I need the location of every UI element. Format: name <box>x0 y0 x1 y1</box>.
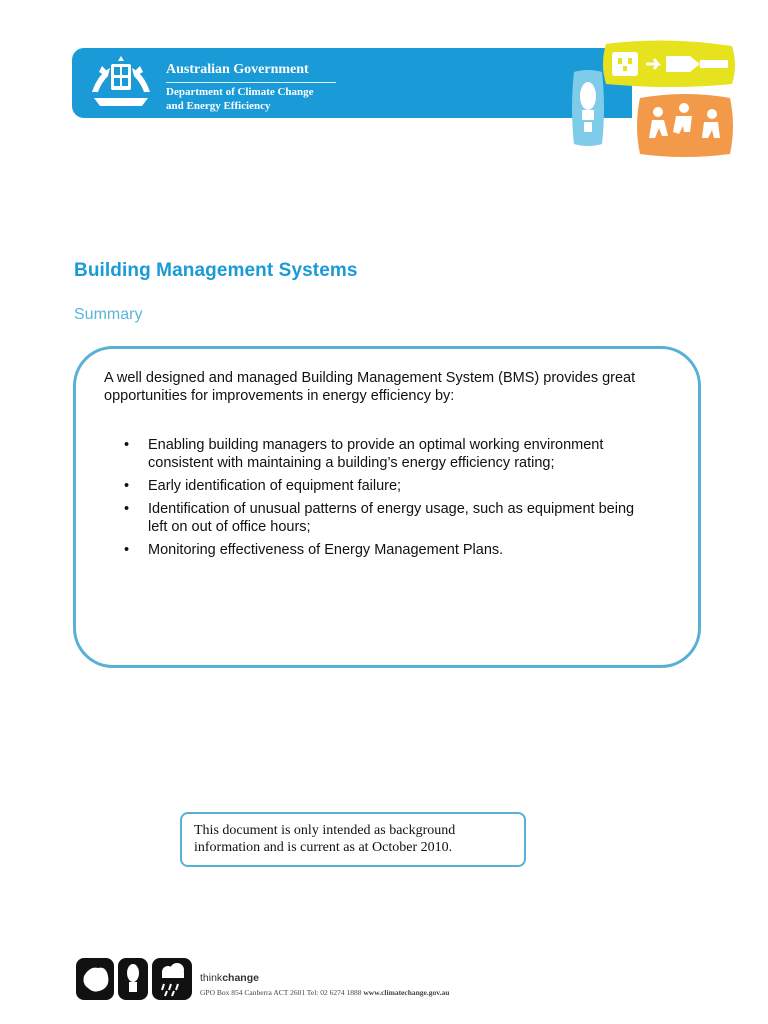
website-link[interactable]: www.climatechange.gov.au <box>363 988 450 997</box>
think-change-brand <box>200 972 259 984</box>
government-banner <box>72 48 632 118</box>
footer-address <box>200 988 449 997</box>
list-item-text: Identification of unusual patterns of energy usage, such as equipment being left on out of office hours; <box>148 501 635 535</box>
list-item <box>124 541 644 559</box>
list-item <box>124 436 644 472</box>
brand-think: think <box>200 972 223 984</box>
notice-box <box>180 812 526 867</box>
notice-text: This document is only intended as background information and is current as at October 2010. <box>194 823 456 855</box>
coat-of-arms-icon <box>84 52 158 112</box>
bullet-icon: • <box>124 501 130 517</box>
department-name <box>166 85 366 113</box>
cloud-rain-icon <box>152 958 192 1000</box>
document-title: Building Management Systems <box>74 260 358 281</box>
list-item <box>124 500 644 536</box>
section-heading: Summary <box>74 306 143 323</box>
department-line-1: Department of Climate Change <box>166 86 314 98</box>
list-item-text: Monitoring effectiveness of Energy Management Plans. <box>148 542 504 558</box>
bullet-icon: • <box>124 542 130 558</box>
list-item <box>124 477 644 495</box>
bullet-icon: • <box>124 437 130 453</box>
list-item-text: Early identification of equipment failure; <box>148 478 402 494</box>
summary-box <box>73 346 701 668</box>
summary-bullet-list <box>124 436 644 564</box>
government-title: Australian Government <box>166 62 309 77</box>
energy-artwork <box>566 38 738 160</box>
bulb-icon <box>118 958 148 1000</box>
list-item-text: Enabling building managers to provide an optimal working environment consistent with maintaining a building’s energy efficiency rating; <box>148 437 604 471</box>
australia-map-icon <box>76 958 114 1000</box>
bullet-icon: • <box>124 478 130 494</box>
footer-icons <box>76 958 192 1000</box>
summary-intro: A well designed and managed Building Management System (BMS) provides great opportunities for improvements in energy efficiency by: <box>104 370 636 404</box>
address-text: GPO Box 854 Canberra ACT 2601 Tel: 02 6274 1888 <box>200 988 362 997</box>
header-divider <box>166 82 336 83</box>
brand-change: change <box>222 972 259 984</box>
department-line-2: and Energy Efficiency <box>166 100 271 112</box>
